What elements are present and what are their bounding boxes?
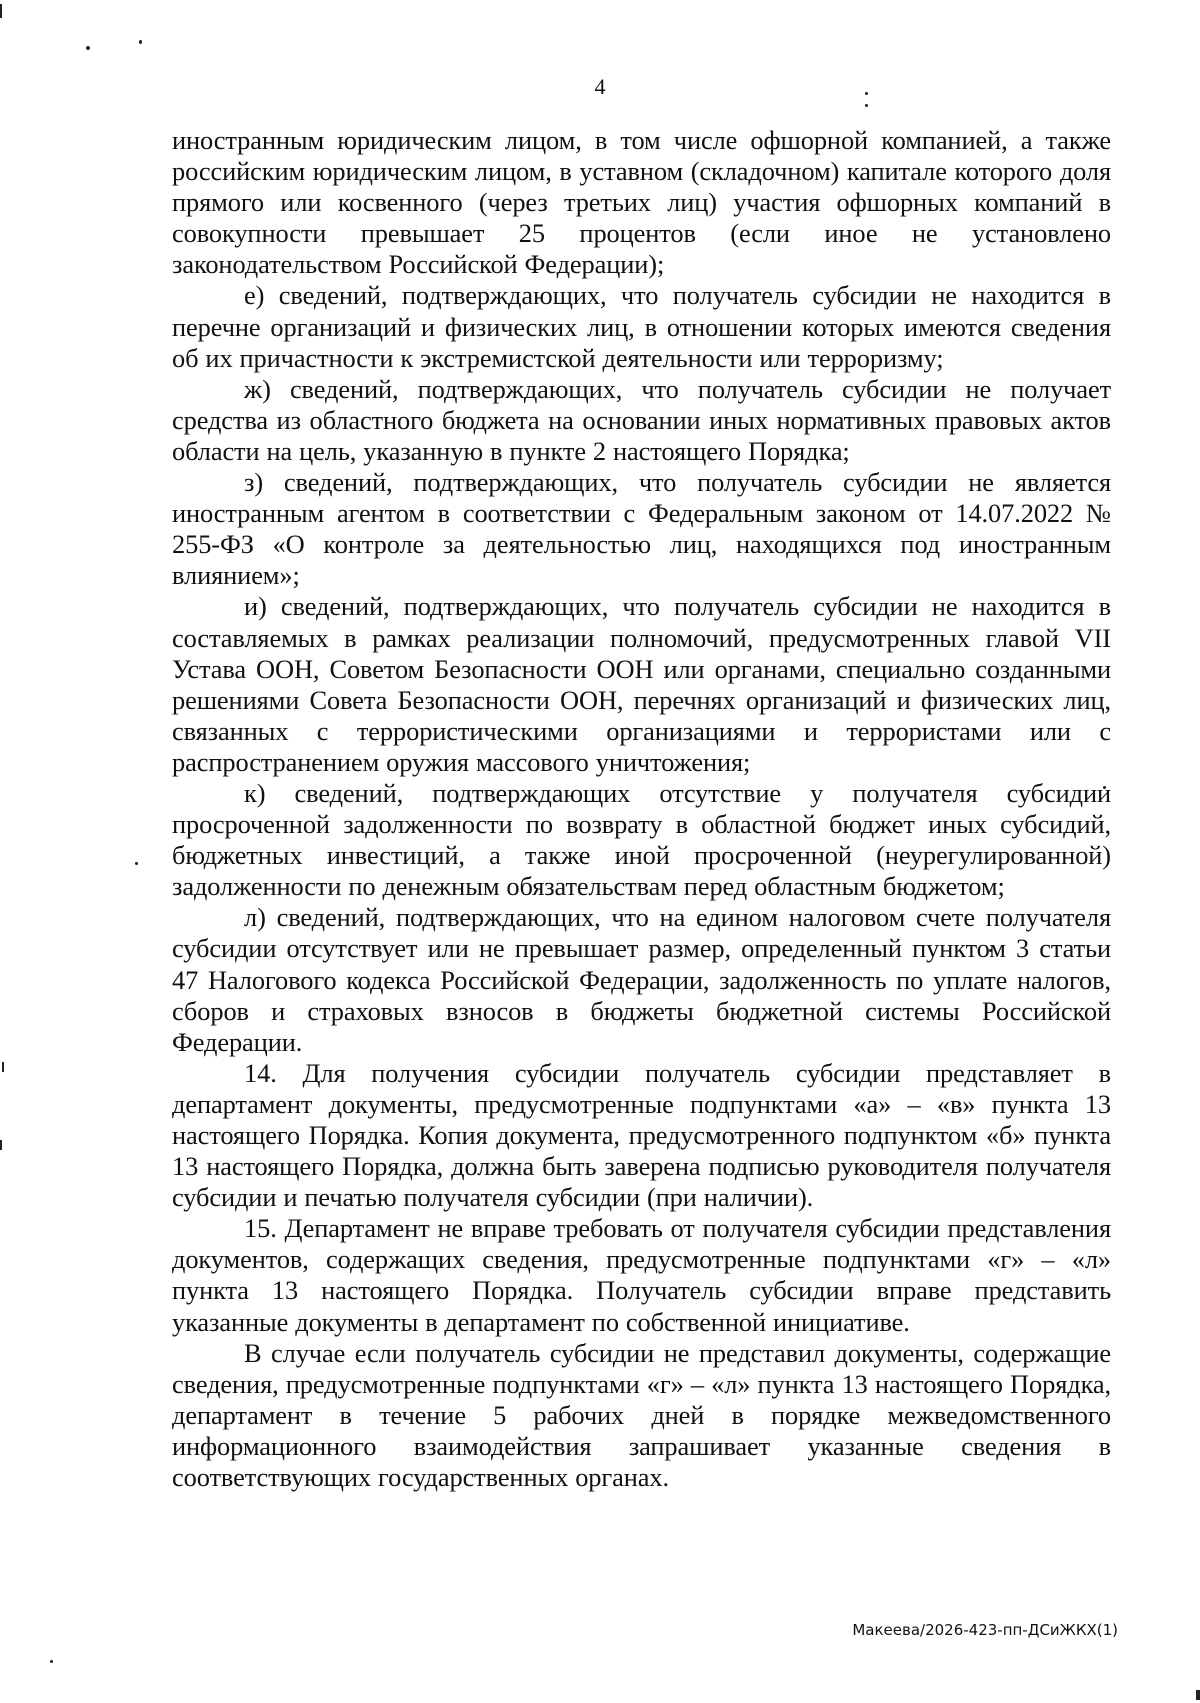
scan-edge-mark xyxy=(1196,1690,1200,1700)
paragraph-item-l: л) сведений, подтверждающих, что на едином налоговом счете получателя субсидии отсутствует или не превышает размер, определенный пунктом 3 статьи 47 Налогового кодекса Российской Федерации, задолженность по уплате налогов, сборов и страховых взносов в бюджеты бюджетной системы Российской Федерации. xyxy=(172,902,1111,1057)
paragraph-item-e: е) сведений, подтверждающих, что получатель субсидии не находится в перечне организаций и физических лиц, в отношении которых имеются сведения об их причастности к экстремистской деятельности или терроризму; xyxy=(172,280,1111,373)
paragraph-clause-15-continued: В случае если получатель субсидии не представил документы, содержащие сведения, предусмотренные подпунктами «г» – «л» пункта 13 настоящего Порядка, департамент в течение 5 рабочих дней в порядке межведомственного информационного взаимодействия запрашивает указанные сведения в соответствующих государственных органах. xyxy=(172,1337,1111,1493)
scan-speck xyxy=(139,40,142,44)
paragraph-item-zh: ж) сведений, подтверждающих, что получатель субсидии не получает средства из областного бюджета на основании иных нормативных правовых актов области на цель, указанную в пункте 2 настоящего Порядка; xyxy=(172,373,1111,466)
page-number: 4 xyxy=(594,74,606,99)
paragraph-item-z: з) сведений, подтверждающих, что получатель субсидии не является иностранным агентом в соответствии с Федеральным законом от 14.07.2022 № 255-ФЗ «О контроле за деятельностью лиц, находящихся под иностранным влиянием»; xyxy=(172,467,1111,591)
document-reference: Макеева/2026-423-пп-ДСиЖКХ(1) xyxy=(852,1621,1118,1639)
scan-speck xyxy=(865,104,868,107)
paragraph-clause-14: 14. Для получения субсидии получатель субсидии представляет в департамент документы, предусмотренные подпунктами «а» – «в» пункта 13 настоящего Порядка. Копия документа, предусмотренного подпунктом «б» пункта 13 настоящего Порядка, должна быть заверена подписью руководителя получателя субсидии и печатью получателя субсидии (при наличии). xyxy=(172,1057,1111,1213)
document-body xyxy=(172,125,1111,1493)
scan-speck xyxy=(135,862,138,865)
scan-edge-mark xyxy=(2,1062,4,1072)
paragraph-clause-15: 15. Департамент не вправе требовать от получателя субсидии представления документов, содержащих сведения, предусмотренные подпунктами «г» – «л» пункта 13 настоящего Порядка. Получатель субсидии вправе представить указанные документы в департамент по собственной инициативе. xyxy=(172,1213,1111,1337)
paragraph-item-i: и) сведений, подтверждающих, что получатель субсидии не находится в составляемых в рамках реализации полномочий, предусмотренных главой VII Устава ООН, Советом Безопасности ООН или органами, специально созданными решениями Совета Безопасности ООН, перечнях организаций и физических лиц, связанных с террористическими организациями и террористами или с распространением оружия массового уничтожения; xyxy=(172,591,1111,777)
scan-edge-mark xyxy=(0,4,2,18)
scan-speck xyxy=(86,46,90,50)
scan-edge-mark xyxy=(0,1140,2,1150)
paragraph-continuation: иностранным юридическим лицом, в том числе офшорной компанией, а также российским юридическим лицом, в уставном (складочном) капитале которого доля прямого или косвенного (через третьих лиц) участия офшорных компаний в совокупности превышает 25 процентов (если иное не установлено законодательством Российской Федерации); xyxy=(172,125,1111,280)
scan-speck xyxy=(50,1660,53,1663)
paragraph-item-k: к) сведений, подтверждающих отсутствие у получателя субсидии просроченной задолженности по возврату в областной бюджет иных субсидий, бюджетных инвестиций, а также иной просроченной (неурегулированной) задолженности по денежным обязательствам перед областным бюджетом; xyxy=(172,777,1111,902)
